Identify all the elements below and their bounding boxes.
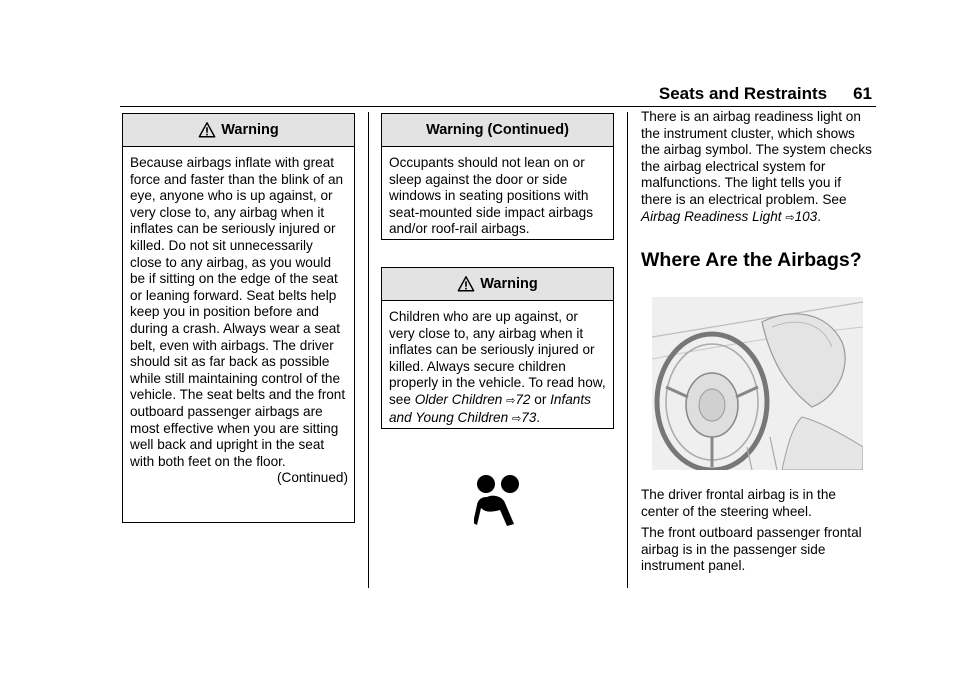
page-ref-arrow-icon: ⇨ [506, 394, 516, 407]
warning-title: Warning [480, 276, 538, 292]
section-heading: Where Are the Airbags? [641, 249, 862, 271]
warning-box-airbag-force [122, 113, 355, 523]
page-ref-arrow-icon: ⇨ [511, 412, 522, 425]
warning-title: Warning (Continued) [426, 122, 569, 138]
section-title: Seats and Restraints [658, 84, 828, 103]
page-ref-arrow-icon: ⇨ [785, 211, 795, 224]
ref-older-children[interactable]: Older Children [414, 391, 503, 407]
continued-label: (Continued) [276, 470, 348, 486]
ref-infants-young-children[interactable]: Infants and Young Children [389, 391, 591, 425]
warning-header [382, 114, 613, 147]
warning-text: Because airbags inflate with great force and faster than the blink of an eye, anyone who is up against, or very close to, any airbag when it inflates can be seriously injured or killed. Do not sit unnecessarily close to any airbag, as you would be if sitting on the edge of the seat or leaning forward. Seat belts help keep you in position before and during a crash. Always wear a seat belt, even with airbags. The driver should sit as far back as possible while still maintaining control of the vehicle. The seat belts and the front outboard passenger airbags are most effective when you are sitting well back and upright in the seat with both feet on the floor. [130, 155, 346, 469]
column-divider-left [368, 112, 369, 588]
warning-box-children [381, 267, 614, 429]
warning-header [123, 114, 354, 147]
warning-triangle-icon [457, 275, 475, 293]
warning-title: Warning [221, 122, 279, 138]
warning-text: Occupants should not lean on or sleep against the door or side windows in seating positions with seat-mounted side impact airbags and/or roof-rail airbags. [389, 155, 594, 237]
airbag-location-illustration [652, 297, 863, 470]
airbag-icon [474, 473, 526, 527]
driver-airbag-caption: The driver frontal airbag is in the center of the steering wheel. [641, 487, 836, 519]
column-divider-right [627, 112, 628, 588]
passenger-airbag-caption: The front outboard passenger frontal airbag is in the passenger side instrument panel. [641, 525, 862, 574]
warning-text: Children who are up against, or very close to, any airbag when it inflates can be seriously injured or killed. Always secure children properly in the vehicle. To read how, see Older Children ⇨72 or Infants and Young Children ⇨73. [389, 309, 606, 425]
page-header [120, 84, 876, 107]
warning-header [382, 268, 613, 301]
warning-triangle-icon [198, 121, 216, 139]
warning-box-continued [381, 113, 614, 240]
airbag-readiness-paragraph: There is an airbag readiness light on the instrument cluster, which shows the airbag symbol. The system checks the airbag electrical system for malfunctions. The light tells you if there is an electrical problem. See Airbag Readiness Light ⇨103. [641, 109, 872, 224]
page-number: 61 [853, 84, 872, 103]
ref-airbag-readiness-light[interactable]: Airbag Readiness Light [641, 208, 782, 224]
